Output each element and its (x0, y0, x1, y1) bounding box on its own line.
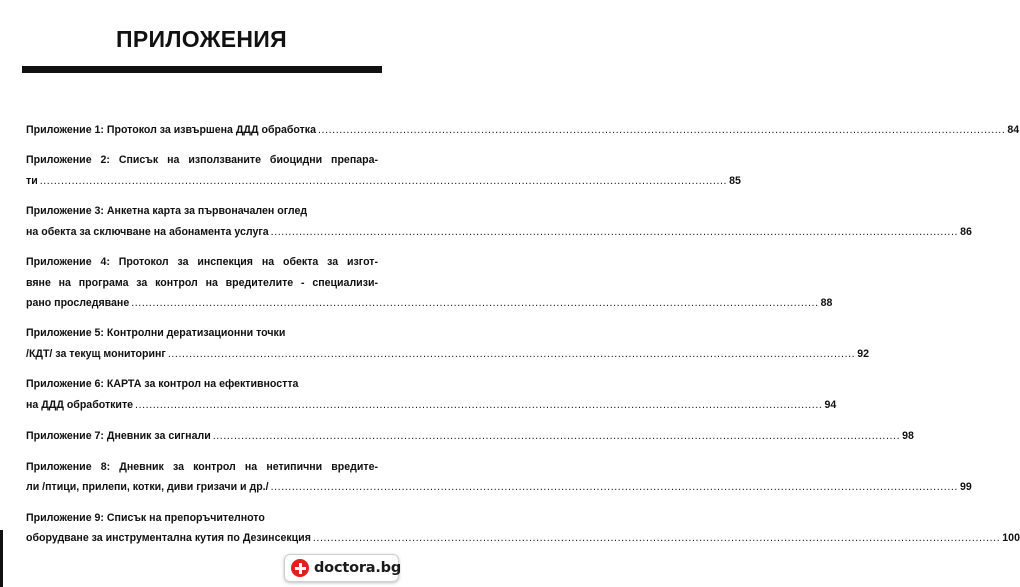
toc-leader-dots: .................................................................................................................................................................................................. (270, 226, 959, 238)
toc-leader-dots: .................................................................................................................................................................................................. (167, 348, 856, 360)
toc-entry-8-line-1[interactable] (26, 460, 378, 474)
page-title: ПРИЛОЖЕНИЯ (116, 26, 287, 52)
toc-leader-dots: .................................................................................................................................................................................................. (39, 175, 728, 187)
brand-text: doctora.bg (314, 560, 402, 576)
toc-page-number: 100 (1002, 532, 1020, 544)
toc-entry-6-line-2[interactable] (26, 398, 837, 412)
toc-entry-label: Приложение 1: Протокол за извършена ДДД обработка (26, 124, 316, 136)
toc-entry-label: Приложение 6: КАРТА за контрол на ефективността (26, 378, 299, 390)
toc-entry-5-line-1[interactable] (26, 326, 378, 340)
toc-entry-label: ли /птици, прилепи, котки, диви гризачи и др./ (26, 481, 269, 493)
toc-page-number: 98 (902, 430, 914, 442)
toc-entry-5-line-2[interactable] (26, 347, 870, 361)
toc-entry-4-line-1[interactable] (26, 255, 378, 269)
toc-entry-label: /КДТ/ за текущ мониторинг (26, 348, 166, 360)
toc-entry-label: оборудване за инструментална кутия по Дезинсекция (26, 532, 311, 544)
toc-leader-dots: .................................................................................................................................................................................................. (212, 430, 901, 442)
toc-entry-6-line-1[interactable] (26, 377, 378, 391)
toc-entry-2-line-2[interactable] (26, 174, 741, 188)
toc-page-number: 84 (1007, 124, 1020, 136)
toc-entry-label: на ДДД обработките (26, 399, 134, 411)
toc-leader-dots: .................................................................................................................................................................................................. (317, 124, 1006, 136)
page-edge-marker (0, 530, 3, 587)
toc-page-number: 94 (824, 399, 837, 411)
title-divider (22, 66, 382, 73)
toc-leader-dots: .................................................................................................................................................................................................. (135, 399, 823, 411)
toc-page-number: 85 (729, 175, 741, 187)
toc-entry-label: Приложение 3: Анкетна карта за първоначален оглед (26, 205, 308, 217)
toc-entry-label: вяне на програма за контрол на вредителите - специализи- (26, 277, 378, 289)
toc-entry-label: Приложение 4: Протокол за инспекция на обекта за изгот- (26, 256, 378, 268)
toc-leader-dots: .................................................................................................................................................................................................. (312, 532, 1001, 544)
toc-entry-label: Приложение 5: Контролни дератизационни точки (26, 327, 286, 339)
toc-entry-3-line-2[interactable] (26, 225, 972, 239)
toc-leader-dots: .................................................................................................................................................................................................. (270, 481, 958, 493)
toc-page-number: 88 (820, 297, 833, 309)
toc-entry-4-line-2[interactable] (26, 276, 378, 290)
toc-entry-label: на обекта за сключване на абонамента услуга (26, 226, 269, 238)
medical-cross-icon (291, 559, 309, 577)
brand-watermark (284, 554, 402, 582)
toc-page-number: 86 (960, 226, 972, 238)
toc-leader-dots: .................................................................................................................................................................................................. (131, 297, 819, 309)
toc-entry-4-line-3[interactable] (26, 296, 833, 310)
toc-entry-9-line-1[interactable] (26, 511, 378, 525)
toc-page-number: 92 (857, 348, 870, 360)
toc-page-number: 99 (959, 481, 972, 493)
toc-entry-label: Приложение 2: Списък на използваните биоцидни препара- (26, 154, 378, 166)
toc-entry-2-line-1[interactable] (26, 153, 378, 167)
toc-entry-9-line-2[interactable] (26, 531, 1020, 545)
toc-entry-3-line-1[interactable] (26, 204, 378, 218)
toc-entry-8-line-2[interactable] (26, 480, 972, 494)
toc-entry-1[interactable] (26, 123, 1020, 137)
toc-entry-7[interactable] (26, 429, 914, 443)
toc-entry-label: ти (26, 175, 38, 187)
toc-entry-label: Приложение 7: Дневник за сигнали (26, 430, 211, 442)
toc-entry-label: рано проследяване (26, 297, 130, 309)
toc-entry-label: Приложение 9: Списък на препоръчителното (26, 512, 265, 524)
toc-entry-label: Приложение 8: Дневник за контрол на нетипични вредите- (26, 461, 378, 473)
